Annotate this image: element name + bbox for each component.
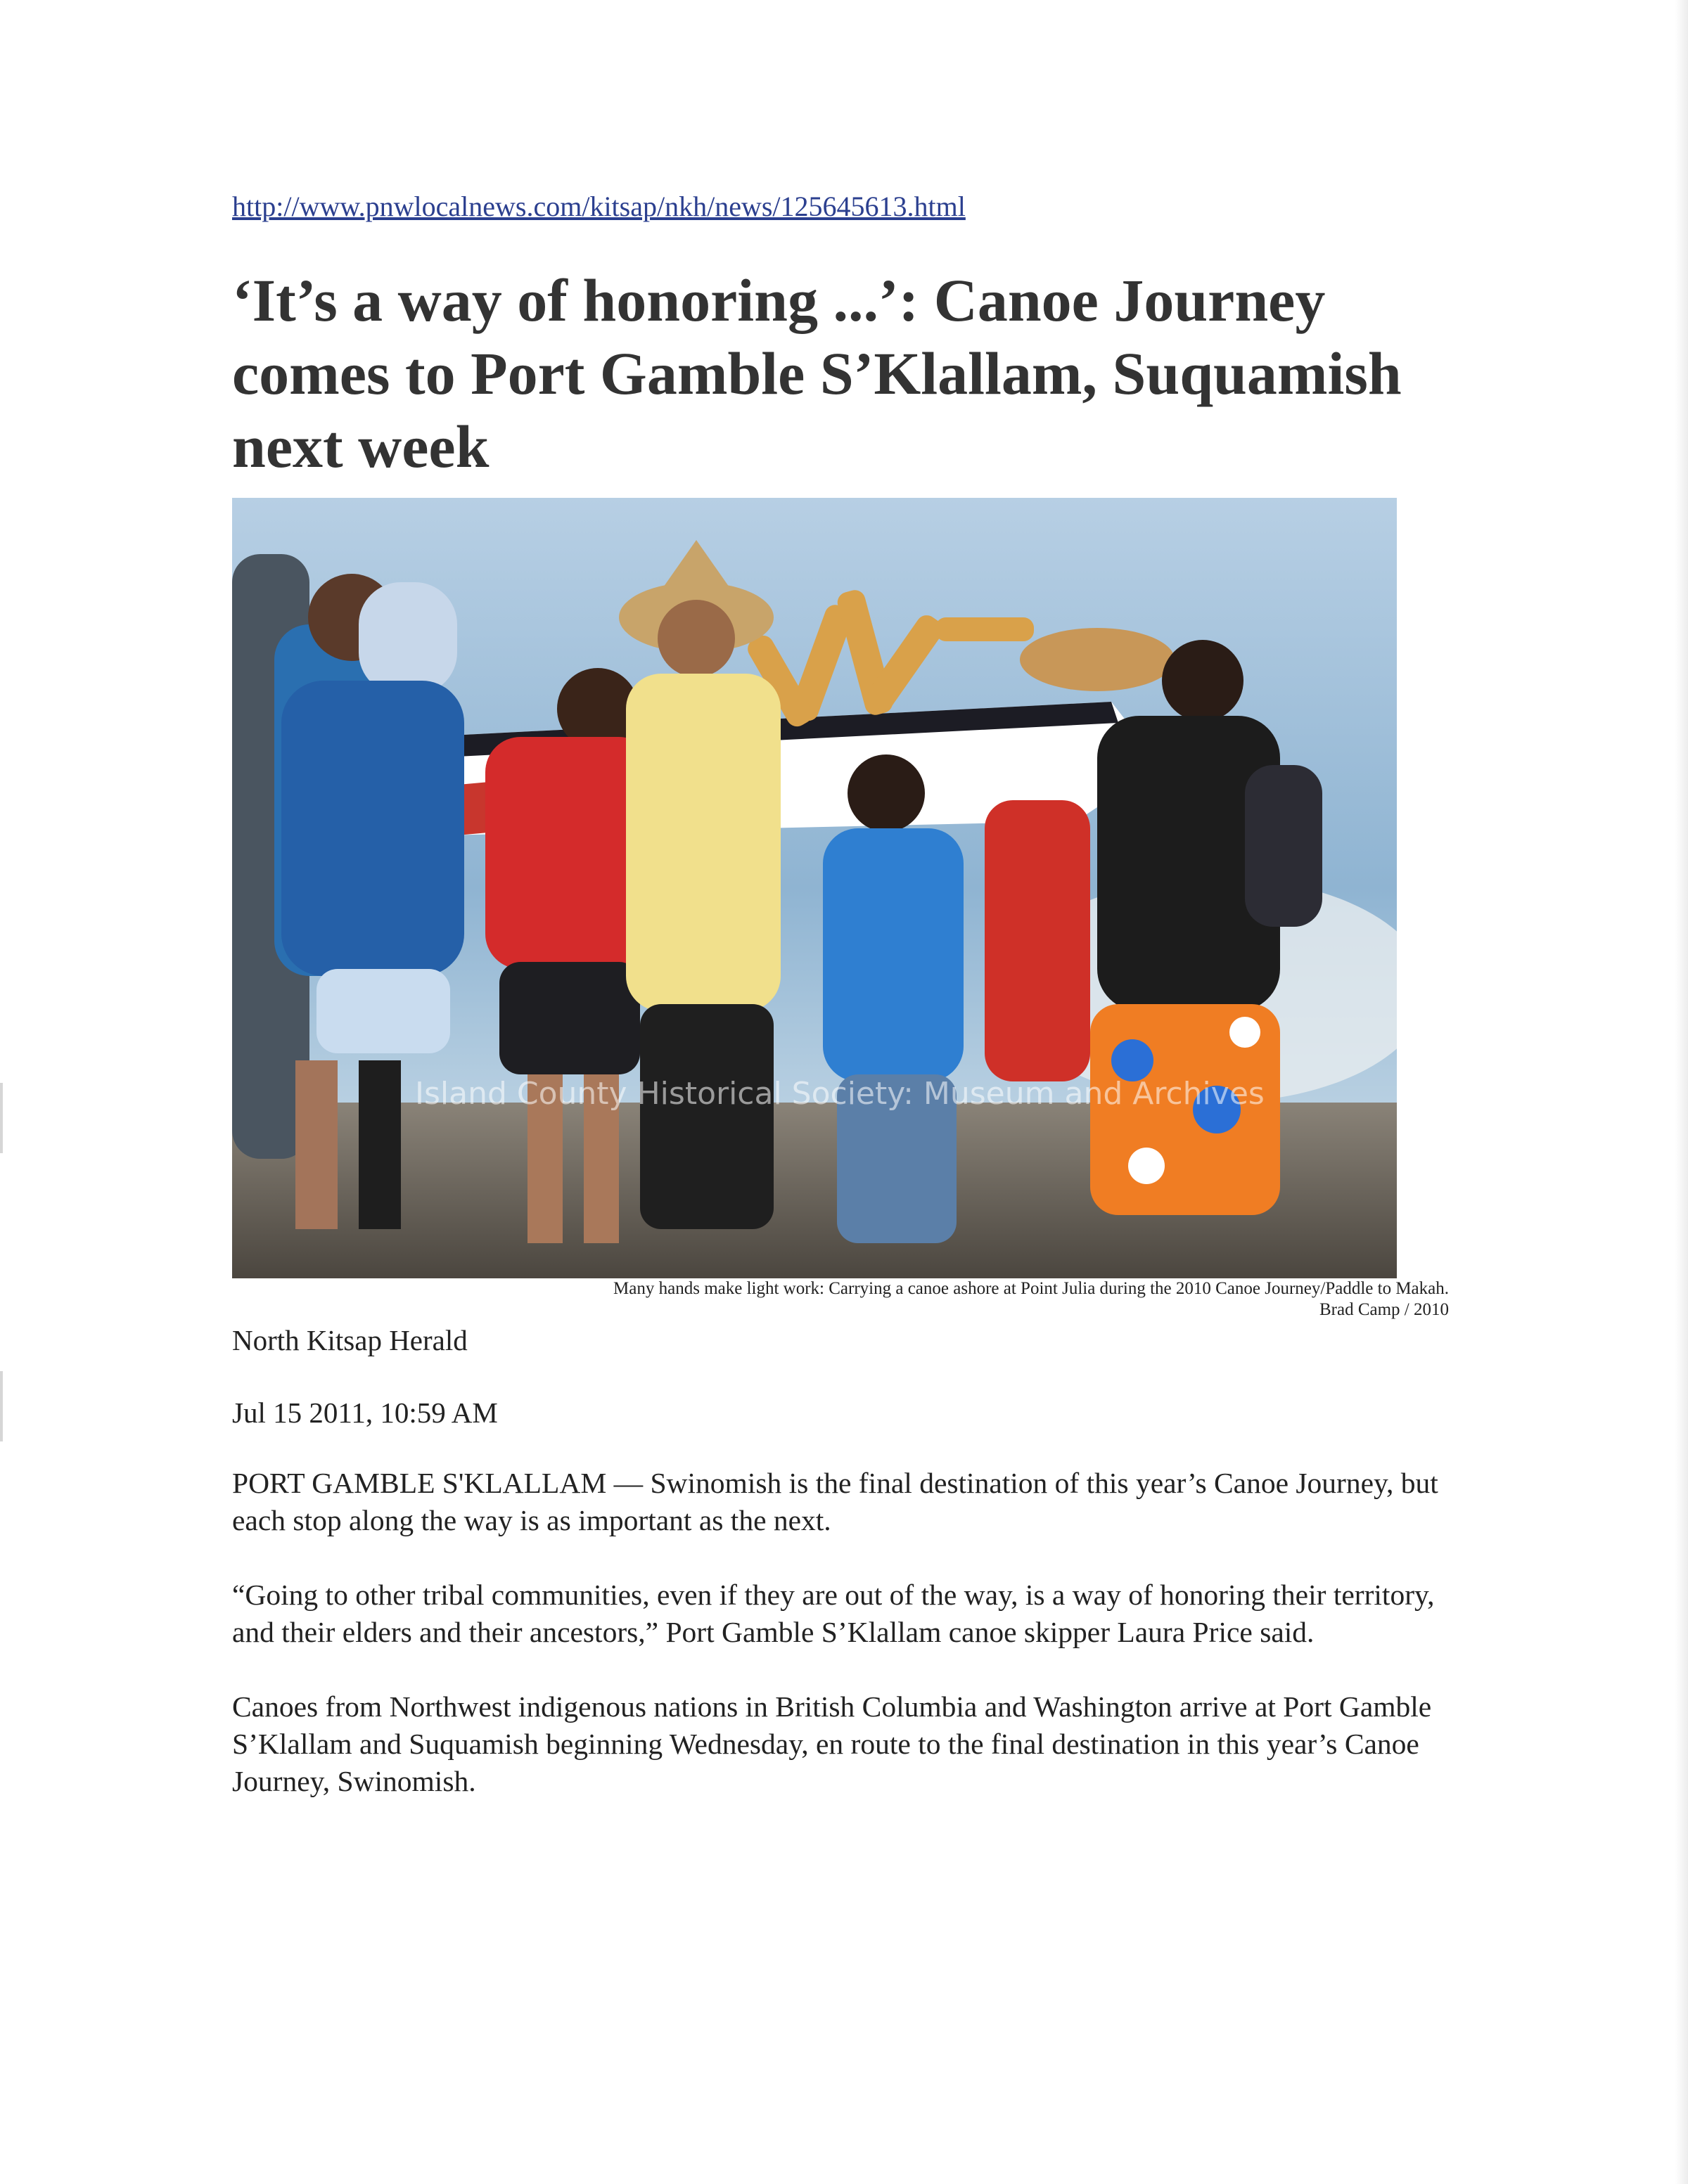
publish-date: Jul 15 2011, 10:59 AM (232, 1396, 498, 1429)
article-photo (232, 498, 1397, 1278)
watermark: Island County Historical Society: Museum and Archives (415, 1076, 1265, 1112)
publication-name: North Kitsap Herald (232, 1324, 468, 1356)
article-paragraph: PORT GAMBLE S'KLALLAM — Swinomish is the final destination of this year’s Canoe Journey, but each stop along the way is as important as the next. (232, 1467, 1438, 1536)
scan-mark (0, 1371, 3, 1441)
article-body (232, 1465, 1456, 1837)
photo-caption (613, 1278, 1449, 1321)
source-url-link[interactable]: http://www.pnwlocalnews.com/kitsap/nkh/news/125645613.html (232, 191, 966, 222)
article-paragraph: Canoes from Northwest indigenous nations in British Columbia and Washington arrive at Port Gamble S’Klallam and Suquamish beginning Wednesday, en route to the final destination in this year’s Canoe Journey, Swinomish. (232, 1690, 1432, 1797)
photo-credit: Brad Camp / 2010 (1319, 1300, 1449, 1319)
caption-text: Many hands make light work: Carrying a canoe ashore at Point Julia during the 2010 Canoe Journey/Paddle to Makah. (613, 1279, 1449, 1298)
canoe-carrying-photo (232, 498, 1397, 1278)
scan-edge (1675, 0, 1688, 2184)
scan-mark (0, 1083, 3, 1153)
article-headline: ‘It’s a way of honoring ...’: Canoe Journey comes to Port Gamble S’Klallam, Suquamish next week (232, 266, 1402, 480)
article-paragraph: “Going to other tribal communities, even if they are out of the way, is a way of honoring their territory, and their elders and their ancestors,” Port Gamble S’Klallam canoe skipper Laura Price said. (232, 1579, 1435, 1648)
